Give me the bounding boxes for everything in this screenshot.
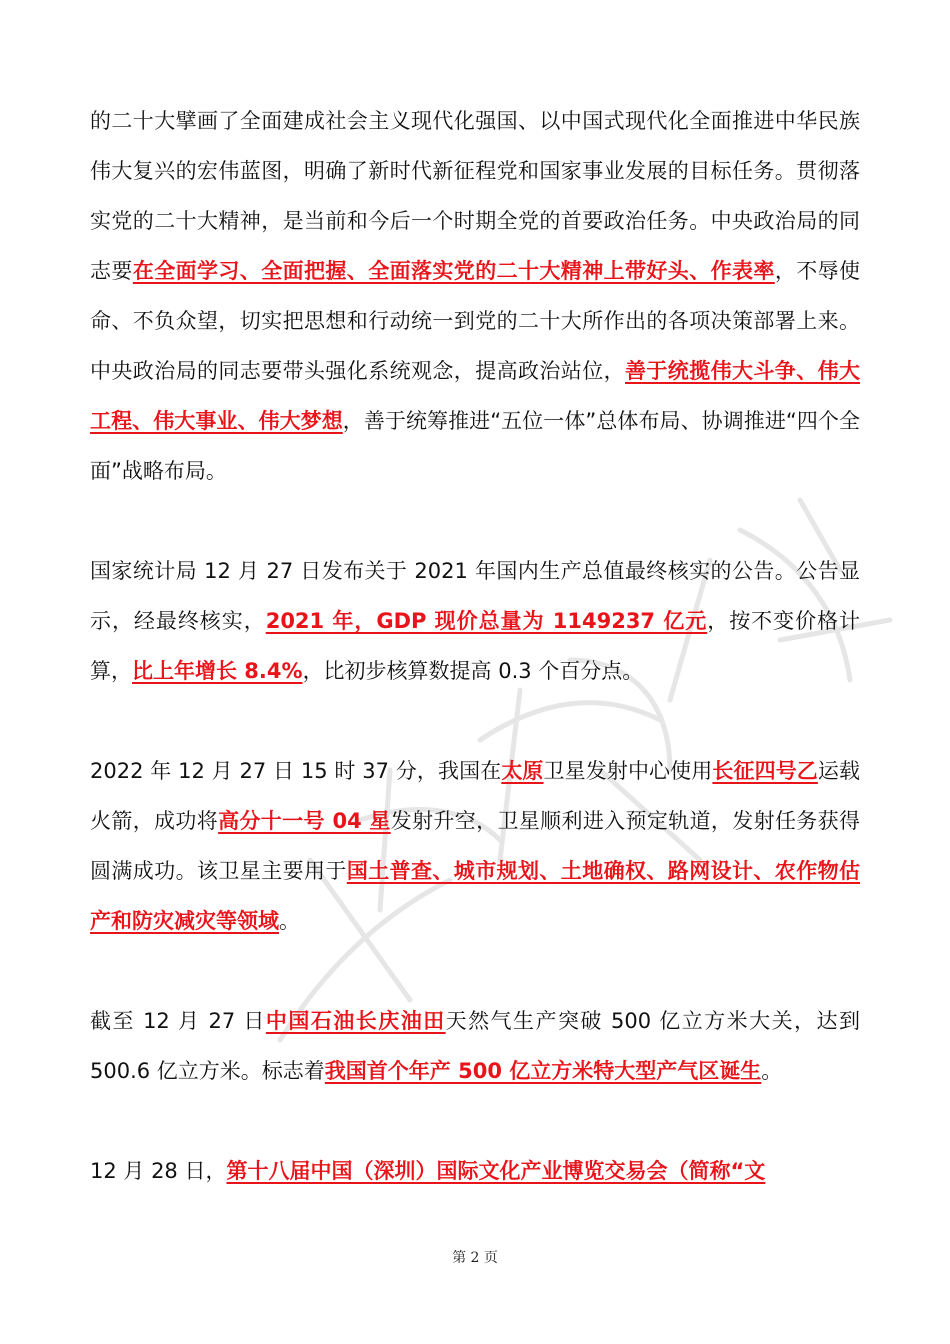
- paragraph-party-congress: [90, 96, 860, 496]
- text-run: 的二十大擘画了全面建成社会主义现代化强国、以中国式现代化全面推进中华民族伟大复兴的宏伟蓝图，明确了新时代新征程党和国家事业发展的目标任务。贯彻落实党的二十大精神，是当前和今后一个时期全党的首要政治任务。中央政治局的同志要: [90, 109, 860, 283]
- paragraph-satellite: [90, 746, 860, 946]
- highlight-run: 长征四号乙: [712, 759, 818, 783]
- text-run: 卫星发射中心使用: [543, 759, 713, 783]
- text-run: 国家统计局 12 月 27 日发布关于 2021 年国内生产总值最终核实的公告。公告显示，经最终核实，: [90, 559, 860, 633]
- text-run: 运载火箭，成功将: [90, 759, 861, 833]
- paragraph-gdp: [90, 546, 860, 696]
- text-run: 。: [279, 909, 300, 933]
- highlight-run: 2021 年，GDP 现价总量为 1149237 亿元: [265, 609, 708, 633]
- highlight-run: 善于统揽伟大斗争、伟大工程、伟大事业、伟大梦想: [90, 359, 860, 433]
- highlight-run: 比上年增长 8.4%: [132, 659, 303, 683]
- highlight-run: 国土普查、城市规划、土地确权、路网设计、农作物估产和防灾减灾等领域: [90, 859, 861, 933]
- text-run: 截至 12 月 27 日: [90, 1009, 266, 1033]
- highlight-run: 中国石油长庆油田: [265, 1009, 446, 1033]
- text-run: 。: [761, 1059, 783, 1083]
- text-run: ，比初步核算数提高 0.3 个百分点。: [302, 659, 644, 683]
- page-number: 第 2 页: [452, 1250, 498, 1266]
- text-run: 12 月 28 日，: [90, 1159, 227, 1183]
- highlight-run: 我国首个年产 500 亿立方米特大型产气区诞生: [324, 1059, 762, 1083]
- paragraph-cultural-fair: [90, 1146, 860, 1196]
- paragraph-oilfield: [90, 996, 860, 1096]
- text-run: 天然气生产突破 500 亿立方米大关，达到 500.6 亿立方米。标志着: [90, 1009, 860, 1083]
- text-run: ，不辱使命、不负众望，切实把思想和行动统一到党的二十大所作出的各项决策部署上来。中央政治局的同志要带头强化系统观念，提高政治站位，: [90, 259, 861, 383]
- highlight-run: 第十八届中国（深圳）国际文化产业博览交易会（简称“文: [226, 1159, 766, 1183]
- highlight-run: 太原: [501, 759, 544, 783]
- text-run: ，善于统筹推进“五位一体”总体布局、协调推进“四个全面”战略布局。: [90, 409, 860, 483]
- document-body: [90, 96, 860, 1246]
- text-run: ，按不变价格计算，: [90, 609, 861, 683]
- highlight-run: 高分十一号 04 星: [218, 809, 391, 833]
- highlight-run: 在全面学习、全面把握、全面落实党的二十大精神上带好头、作表率: [132, 259, 775, 283]
- text-run: 发射升空，卫星顺利进入预定轨道，发射任务获得圆满成功。该卫星主要用于: [90, 809, 861, 883]
- text-run: 2022 年 12 月 27 日 15 时 37 分，我国在: [90, 759, 502, 783]
